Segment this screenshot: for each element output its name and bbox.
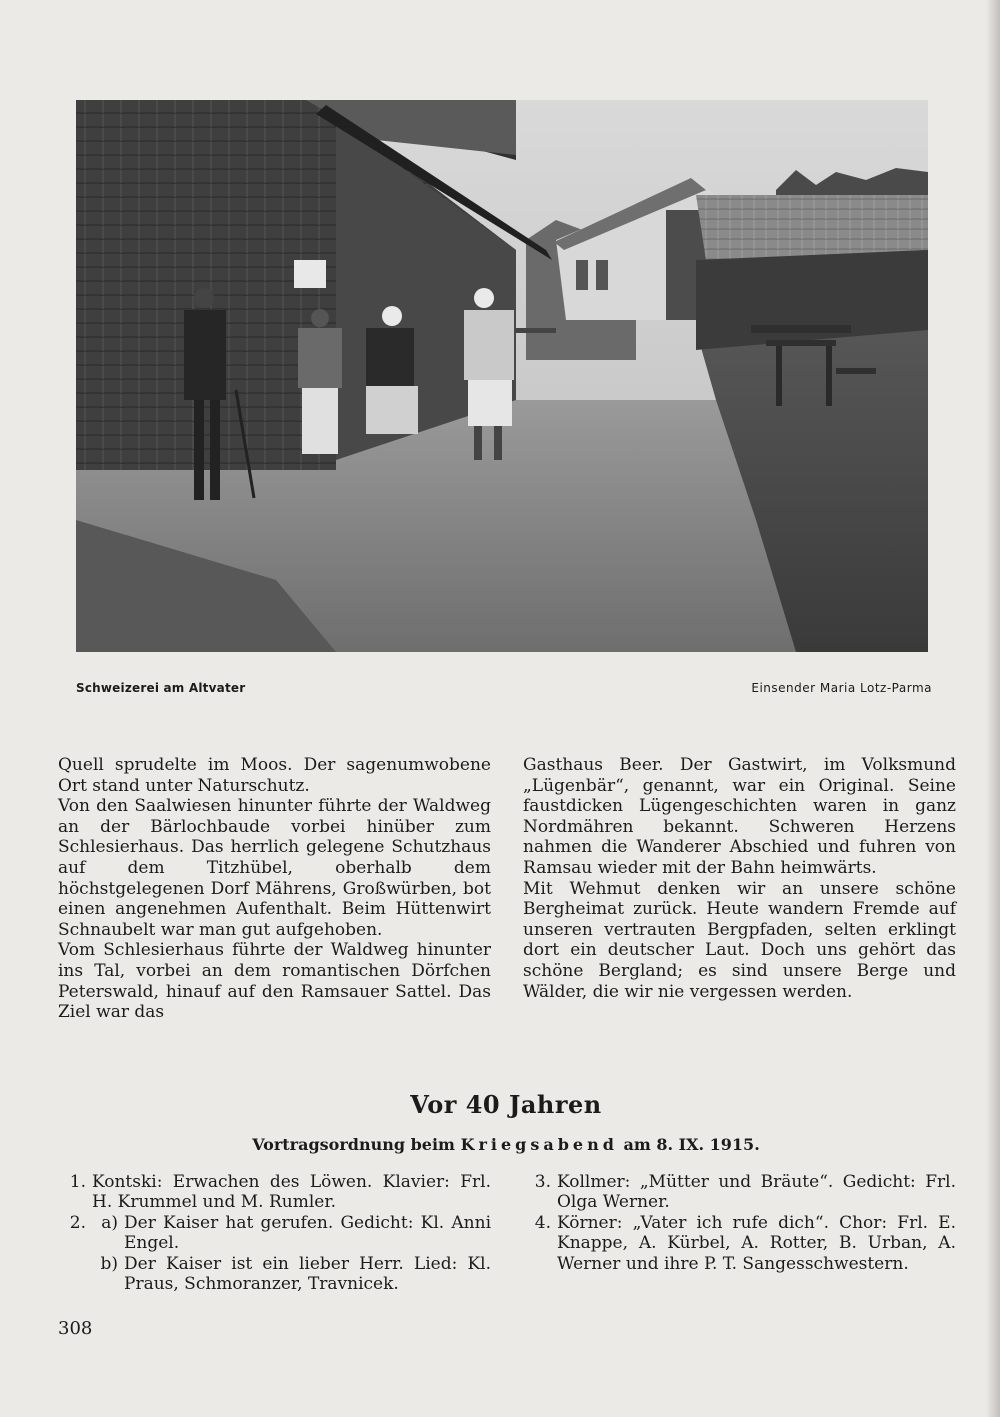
program-item <box>58 1172 491 1213</box>
subheading-spaced-word: Kriegsabend <box>460 1135 618 1154</box>
program-item-number: 1. <box>69 1172 86 1192</box>
paragraph: Mit Wehmut denken wir an unsere schöne Bergheimat zurück. Heute wandern Fremde auf unseren vertrauten Bergpfaden, selten erklingt dort ein deutscher Laut. Doch uns gehört das schöne Bergland; es sind unsere Berge und Wälder, die wir nie vergessen werden. <box>523 878 956 1002</box>
program-item-text: Der Kaiser ist ein lieber Herr. Lied: Kl. Praus, Schmoranzer, Travnicek. <box>124 1253 491 1295</box>
page-binding-shadow <box>986 0 1000 1417</box>
program-item-number: 4. <box>534 1212 551 1233</box>
program-list-left <box>58 1172 491 1294</box>
program-item-number: 2. <box>69 1212 86 1233</box>
program-item <box>58 1254 491 1295</box>
photograph-schweizerei <box>76 100 928 652</box>
program-item <box>58 1213 491 1254</box>
program-item <box>523 1172 956 1213</box>
photo-scene <box>76 100 928 652</box>
program-item-text: Körner: „Vater ich rufe dich“. Chor: Frl. E. Knappe, A. Kürbel, A. Rotter, B. Urban, A. Werner und ihre P. T. Sangesschwestern. <box>557 1212 956 1274</box>
program-item-text: Kollmer: „Mütter und Bräute“. Gedicht: Frl. Olga Werner. <box>557 1172 956 1213</box>
paragraph: Quell sprudelte im Moos. Der sagenumwobene Ort stand unter Naturschutz. <box>58 755 491 796</box>
article-column-left <box>58 755 491 1023</box>
section-heading: Vor 40 Jahren <box>410 1090 602 1119</box>
article-column-right <box>523 755 956 1002</box>
program-item-text: Der Kaiser hat gerufen. Gedicht: Kl. Anni Engel. <box>124 1212 491 1254</box>
page-number: 308 <box>58 1318 93 1339</box>
section-subheading <box>0 1135 1000 1154</box>
paragraph: Gasthaus Beer. Der Gastwirt, im Volksmund „Lügenbär“, genannt, war ein Original. Seine faustdicken Lügengeschichten waren in ganz Nordmähren bekannt. Schweren Herzens nahmen die Wanderer Abschied und fuhren von Ramsau wieder mit der Bahn heimwärts. <box>523 755 956 878</box>
program-item-number: 3. <box>534 1172 551 1192</box>
program-item-sub-label: a) <box>101 1212 118 1233</box>
subheading-prefix: Vortragsordnung beim <box>252 1135 461 1154</box>
paragraph: Von den Saalwiesen hinunter führte der Waldweg an der Bärlochbaude vorbei hinüber zum Schlesierhaus. Das herrlich gelegene Schutzhaus auf dem Titzhübel, oberhalb dem höchstgelegenen Dorf Mährens, Großwürben, bot einen angenehmen Aufenthalt. Beim Hüttenwirt Schnaubelt war man gut aufgehoben. <box>58 796 491 940</box>
program-item <box>523 1213 956 1274</box>
program-item-number <box>58 1254 92 1295</box>
photo-caption-credit: Einsender Maria Lotz-Parma <box>751 681 932 695</box>
program-item-text: Kontski: Erwachen des Löwen. Klavier: Frl. H. Krummel und M. Rumler. <box>92 1172 491 1213</box>
paragraph: Vom Schlesierhaus führte der Waldweg hinunter ins Tal, vorbei an dem romantischen Dörfchen Peterswald, hinauf auf den Ramsauer Sattel. Das Ziel war das <box>58 940 491 1023</box>
program-list-right <box>523 1172 956 1274</box>
person-woman-1 <box>298 309 342 454</box>
photo-caption-title: Schweizerei am Altvater <box>76 681 246 695</box>
subheading-suffix: am 8. IX. 1915. <box>617 1135 760 1154</box>
program-item-sub-label: b) <box>100 1253 118 1274</box>
